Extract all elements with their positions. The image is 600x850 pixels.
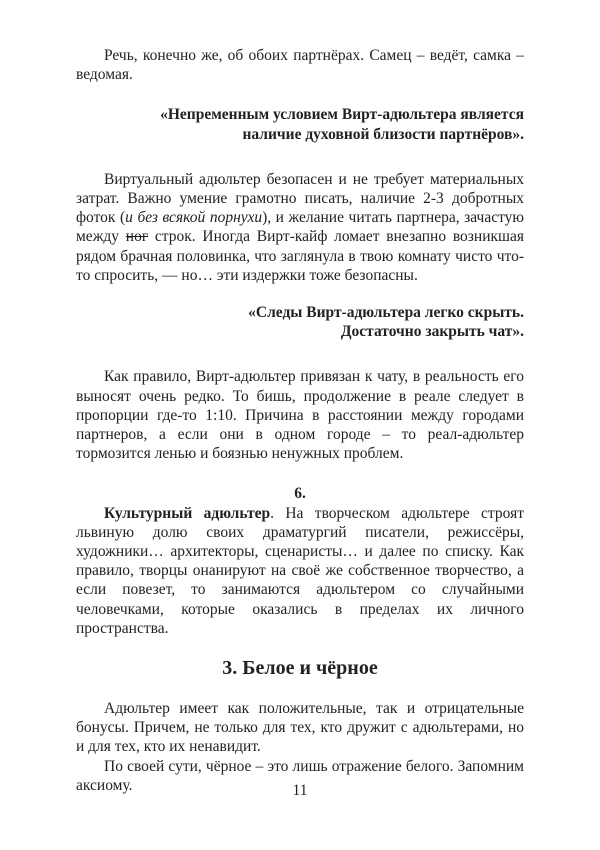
paragraph-partners: Речь, конечно же, об обоих партнёрах. Самец – ведёт, самка – ведомая. — [76, 47, 524, 84]
italic-remark: и без всякой порнухи — [125, 209, 263, 227]
chapter-title: 3. Белое и чёрное — [222, 657, 378, 680]
quote-line: Достаточно закрыть чат». — [340, 323, 524, 341]
bold-term: Культурный адюльтер — [104, 504, 271, 522]
paragraph-axiom: По своей сути, чёрное – это лишь отражение белого. Запомним аксиому. — [76, 757, 524, 794]
paragraph-bonuses: Адюльтер имеет как положительные, так и отрицательные бонусы. Причем, не только для тех, кто дружит с адюльтерами, но и для тех, кто их ненавидит. — [76, 700, 524, 756]
struck-word: ног — [125, 228, 149, 246]
quote-line: «Следы Вирт-адюльтера легко скрыть. — [248, 304, 524, 322]
paragraph-virtual-adultery — [76, 170, 524, 285]
quote-line: «Непременным условием Вирт-адюльтера является — [160, 106, 524, 124]
paragraph-chat: Как правило, Вирт-адюльтер привязан к чату, в реальность его выносят очень редко. То бишь, продолжение в реале следует в пропорции где-то 1:10. Причина в расстоянии между городами партнеров, а если они в одном городе – то реал-адюльтер тормозится ленью и боязнью ненужных проблем. — [76, 368, 524, 463]
text-run: строк. Иногда Вирт-кайф ломает внезапно возникшая рядом брачная половинка, что заглянула в твою комнату чисто что-то спросить, — но… эти издержки тоже безопасны. — [76, 228, 524, 284]
quote-spiritual-closeness — [76, 105, 524, 143]
page-number: 11 — [292, 782, 308, 799]
quote-traces — [76, 303, 524, 341]
text-run: Виртуальный адюльтер безопасен и не требует материальных затрат. Важно умение грамотно писать, наличие 2-3 добротных фоток ( — [76, 170, 524, 227]
paragraph-cultural-adultery — [76, 504, 524, 638]
text-run: . На творческом адюльтере строят львиную долю своих драматургий писатели, режиссёры, художники… архитекторы, сценаристы… и далее по списку. Как правило, творцы онанируют на своё же собственное творчество, а если повезет, то занимаются адюльтером со случайными человечками, которые оказались в пределах их личного пространства. — [76, 504, 524, 637]
text-run: ), и желание читать партнера, зачастую между — [76, 209, 524, 246]
section-number: 6. — [294, 485, 306, 503]
quote-line: наличие духовной близости партнёров». — [242, 125, 524, 143]
